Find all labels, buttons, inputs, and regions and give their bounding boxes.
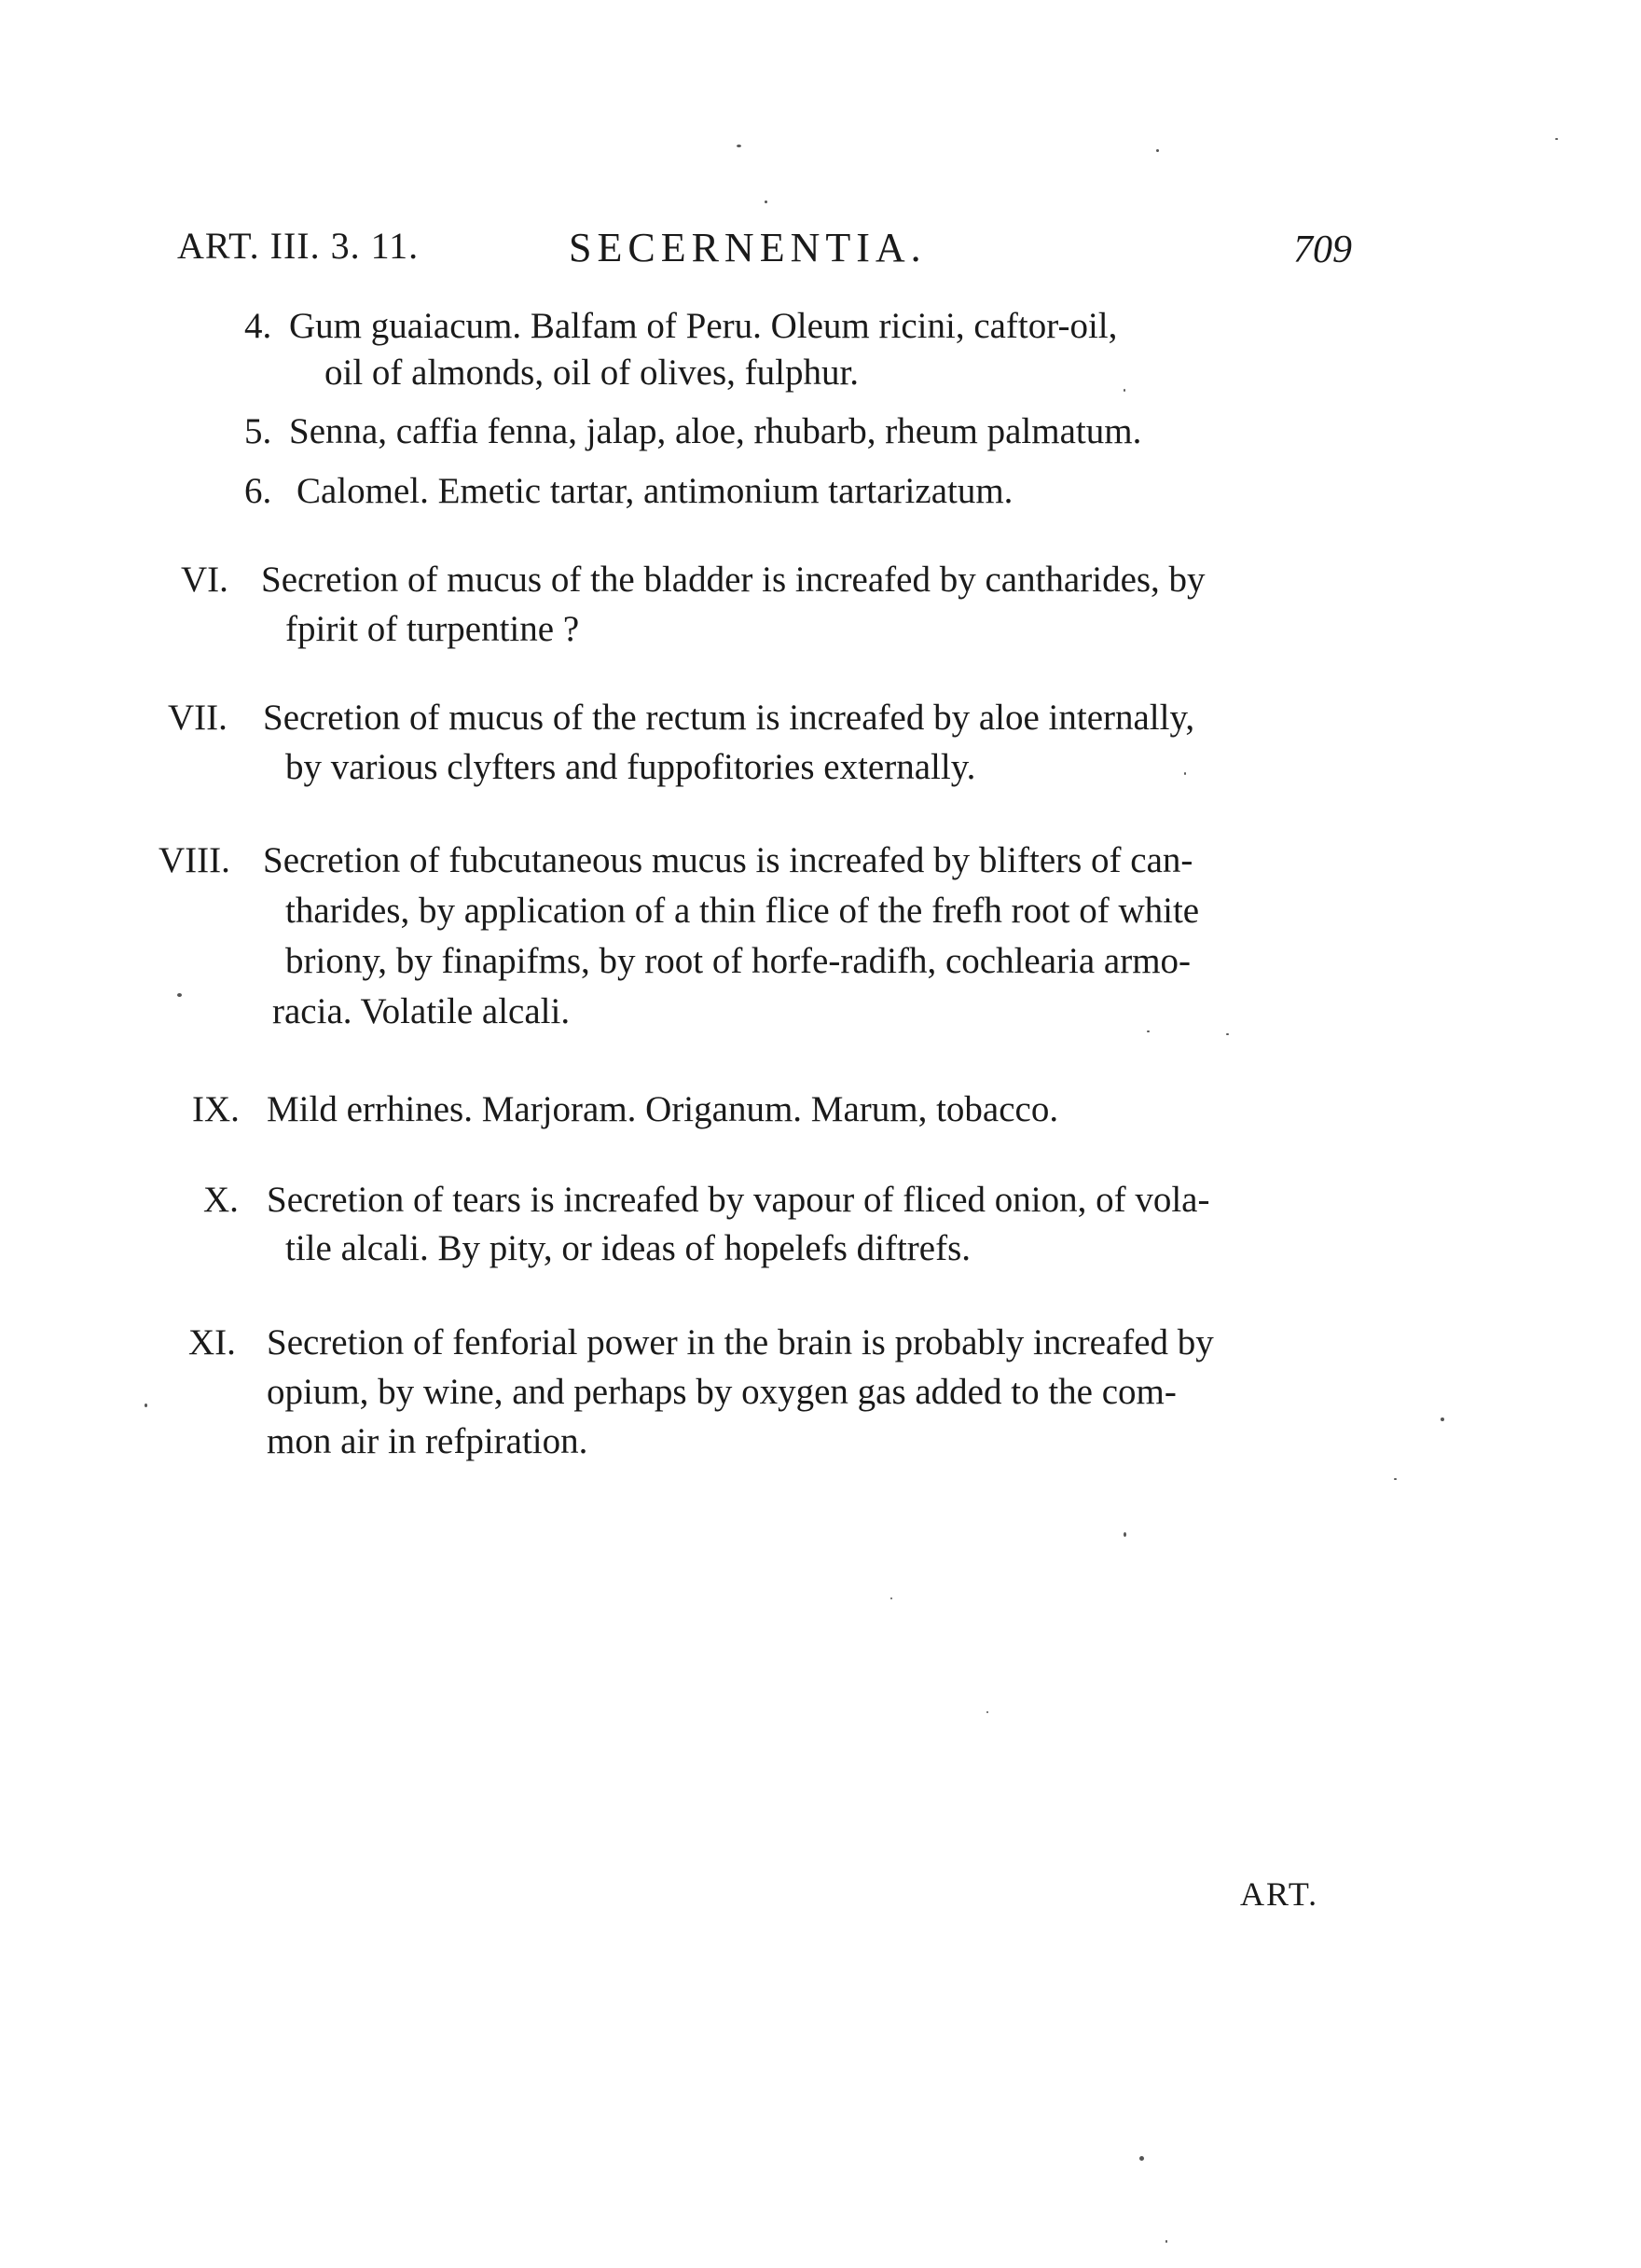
item-number: VI.	[181, 560, 228, 600]
item-line: Secretion of mucus of the rectum is increafed by aloe internally,	[263, 698, 1195, 738]
item-number: VII.	[168, 698, 228, 738]
item-number: 4.	[244, 306, 272, 346]
item-line: Secretion of mucus of the bladder is increafed by cantharides, by	[261, 560, 1206, 600]
item-line: by various clyfters and fuppofitories externally.	[285, 747, 976, 787]
item-line: fpirit of turpentine ?	[285, 609, 580, 649]
item-line: mon air in refpiration.	[267, 1421, 588, 1461]
item-line: tile alcali. By pity, or ideas of hopelefs diftrefs.	[285, 1228, 972, 1268]
scan-speck	[1139, 2156, 1144, 2161]
scan-speck	[1394, 1478, 1397, 1480]
item-line: Secretion of tears is increafed by vapour of fliced onion, of vola-	[267, 1180, 1210, 1220]
item-line: Mild errhines. Marjoram. Origanum. Marum, tobacco.	[267, 1089, 1059, 1129]
item-number: IX.	[192, 1089, 240, 1129]
scan-speck	[1124, 389, 1125, 392]
scan-speck	[1555, 138, 1558, 140]
scan-speck	[890, 1597, 892, 1599]
page-number: 709	[1293, 228, 1352, 271]
item-line: racia. Volatile alcali.	[272, 991, 571, 1031]
item-line: oil of almonds, oil of olives, fulphur.	[324, 353, 860, 393]
scan-speck	[986, 1711, 988, 1713]
scan-speck	[1441, 1418, 1444, 1421]
page-title: SECERNENTIA.	[569, 225, 927, 270]
scan-speck	[145, 1404, 147, 1407]
item-number: XI.	[188, 1322, 236, 1362]
item-line: Gum guaiacum. Balfam of Peru. Oleum ricini, caftor-oil,	[289, 306, 1118, 346]
running-header	[177, 224, 1352, 280]
item-line: Senna, caffia fenna, jalap, aloe, rhubarb, rheum palmatum.	[289, 411, 1142, 451]
scan-speck	[1226, 1033, 1229, 1035]
scan-speck	[1124, 1532, 1126, 1537]
item-line: Calomel. Emetic tartar, antimonium tartarizatum.	[296, 471, 1014, 511]
scan-speck	[1165, 2240, 1167, 2243]
item-line: Secretion of fenforial power in the brain is probably increafed by	[267, 1322, 1214, 1362]
scan-speck	[1156, 149, 1159, 152]
item-number: 6.	[244, 471, 272, 511]
catchword: ART.	[1240, 1875, 1319, 1913]
item-number: VIII.	[159, 840, 230, 880]
item-number: X.	[203, 1180, 239, 1220]
item-line: Secretion of fubcutaneous mucus is increafed by blifters of can-	[263, 840, 1193, 880]
scan-speck	[1184, 772, 1186, 775]
scan-speck	[737, 145, 741, 147]
item-line: briony, by finapifms, by root of horfe-radifh, cochlearia armo-	[285, 941, 1192, 981]
scan-speck	[1147, 1030, 1150, 1032]
item-line: opium, by wine, and perhaps by oxygen gas added to the com-	[267, 1372, 1177, 1412]
scan-speck	[765, 201, 767, 203]
scan-speck	[177, 993, 182, 997]
item-line: tharides, by application of a thin flice of the frefh root of white	[285, 891, 1200, 931]
item-number: 5.	[244, 411, 272, 451]
article-reference: ART. III. 3. 11.	[177, 225, 420, 267]
